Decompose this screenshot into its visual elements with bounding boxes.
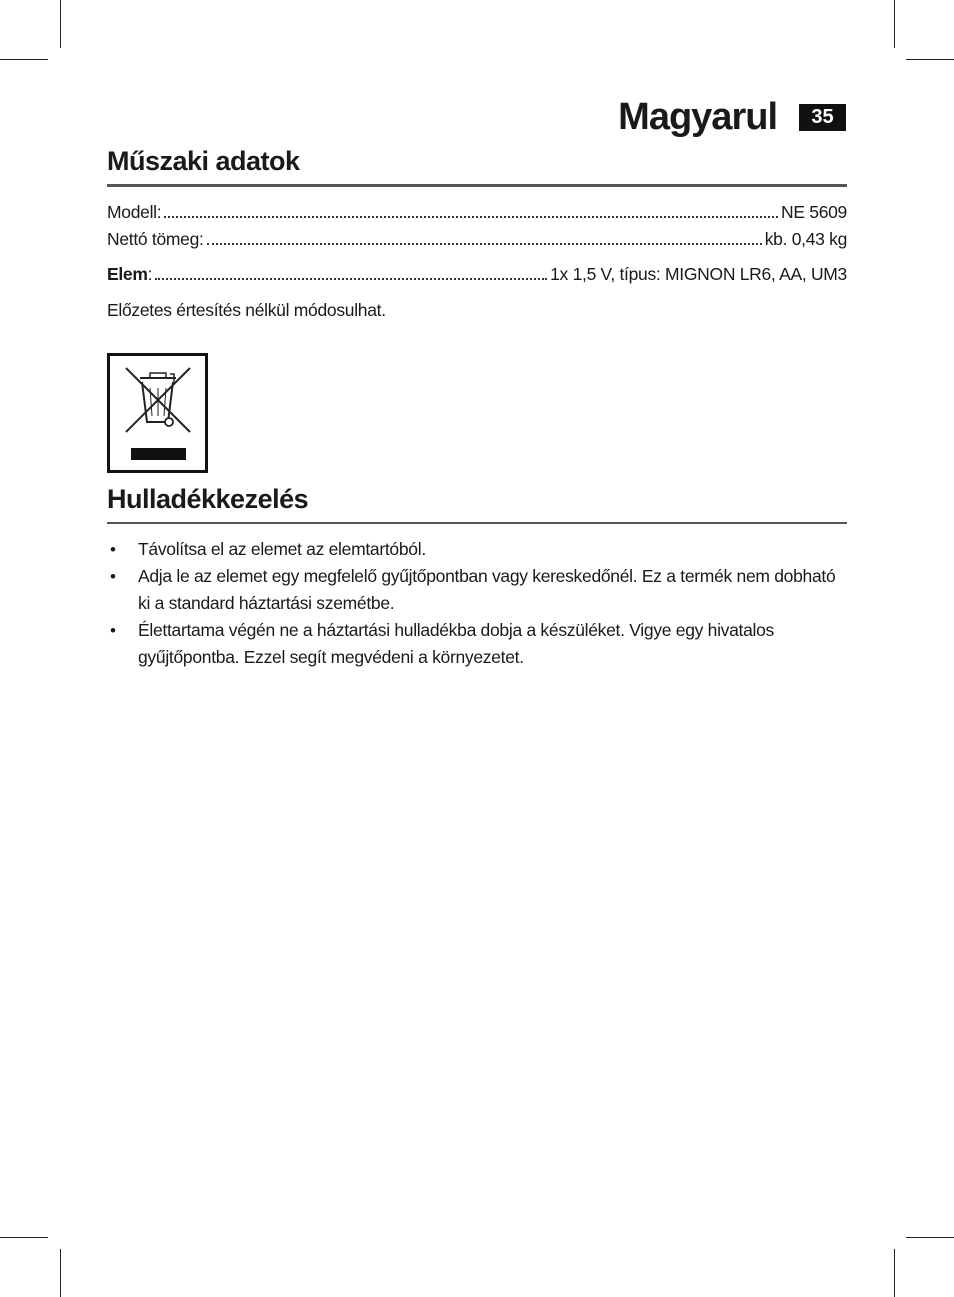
spec-value: NE 5609 bbox=[780, 202, 847, 222]
spec-label: Modell: bbox=[107, 202, 162, 222]
spec-label: Nettó tömeg: bbox=[107, 229, 204, 249]
crop-mark bbox=[894, 0, 895, 48]
section-divider bbox=[107, 522, 847, 524]
dot-leader bbox=[155, 278, 547, 280]
bin-drawing bbox=[110, 356, 205, 470]
spec-row-model bbox=[107, 199, 847, 223]
disposal-title: Hulladékkezelés bbox=[107, 484, 309, 514]
weee-crossed-bin-icon bbox=[107, 353, 208, 473]
bullet-icon: • bbox=[110, 540, 116, 559]
crop-mark bbox=[0, 1237, 48, 1238]
list-item bbox=[107, 536, 847, 563]
dot-leader bbox=[164, 216, 778, 218]
crop-mark bbox=[894, 1249, 895, 1297]
bullet-icon: • bbox=[110, 621, 116, 640]
crop-mark bbox=[0, 59, 48, 60]
section-divider bbox=[107, 184, 847, 187]
list-item bbox=[107, 617, 847, 671]
spec-value: 1x 1,5 V, típus: MIGNON LR6, AA, UM3 bbox=[550, 264, 847, 284]
list-item-text: Adja le az elemet egy megfelelő gyűjtőpontban vagy kereskedőnél. Ez a termék nem dobható ki a standard háztartási szemétbe. bbox=[138, 566, 836, 613]
page-number: 35 bbox=[799, 104, 846, 131]
spec-value: kb. 0,43 kg bbox=[764, 229, 847, 249]
bullet-icon: • bbox=[110, 567, 116, 586]
spec-label-suffix: : bbox=[147, 264, 153, 284]
list-item bbox=[107, 563, 847, 617]
spec-row-weight bbox=[107, 226, 847, 250]
list-item-text: Élettartama végén ne a háztartási hulladékba dobja a készüléket. Vigye egy hivatalos gyűjtőpontba. Ezzel segít megvédeni a környezetet. bbox=[138, 620, 775, 667]
list-item-text: Távolítsa el az elemet az elemtartóból. bbox=[138, 539, 426, 559]
dot-leader bbox=[207, 243, 762, 245]
spec-label: Elem bbox=[107, 264, 148, 284]
crop-mark bbox=[60, 1249, 61, 1297]
spec-row-battery bbox=[107, 261, 847, 285]
specs-title: Műszaki adatok bbox=[107, 146, 300, 176]
language-heading: Magyarul bbox=[618, 96, 777, 138]
crop-mark bbox=[906, 1237, 954, 1238]
crop-mark bbox=[906, 59, 954, 60]
change-notice: Előzetes értesítés nélkül módosulhat. bbox=[107, 300, 386, 320]
disposal-list bbox=[107, 536, 847, 671]
crop-mark bbox=[60, 0, 61, 48]
